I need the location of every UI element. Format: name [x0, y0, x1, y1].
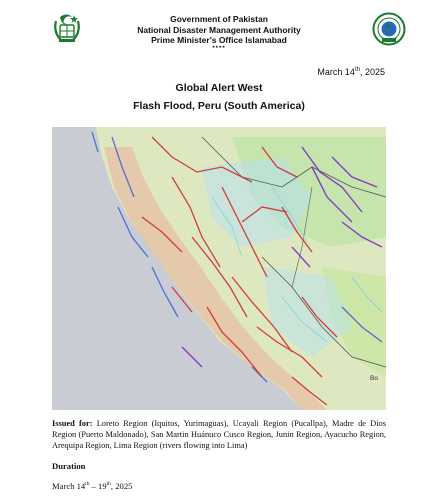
date-text: March 14 — [317, 67, 355, 77]
flood-map — [52, 127, 386, 410]
duration-range — [52, 481, 132, 491]
duration-heading: Duration — [52, 461, 86, 471]
issued-for-paragraph — [52, 418, 386, 451]
date-sup: th — [354, 67, 360, 73]
map-corner-label: Bo — [370, 375, 378, 382]
letterhead-line-1: Government of Pakistan — [170, 14, 268, 24]
letterhead — [0, 14, 438, 53]
duration-start-sup: th — [85, 481, 90, 488]
duration-end-sup: th — [106, 481, 111, 488]
date-suffix: , 2025 — [359, 67, 385, 77]
duration-start: March 14 — [52, 481, 86, 491]
alert-subtitle: Flash Flood, Peru (South America) — [133, 100, 305, 112]
letterhead-line-2: National Disaster Management Authority — [137, 24, 301, 35]
document-date — [317, 67, 385, 77]
issued-for-text: Loreto Region (Iquitos, Yurimaguas), Ucayali Region (Pucallpa), Madre de Dios Region (Puerto Maldonado), San Martin Huánuco Cusco Region, Junin Region, Ayacucho Region, Arequipa Region, Lima Region (rivers flowing into Lima) — [52, 419, 386, 450]
alert-title: Global Alert West — [175, 82, 263, 94]
letterhead-line-3: Prime Minister's Office Islamabad — [151, 35, 287, 45]
duration-dash: – 19 — [89, 481, 107, 491]
letterhead-stars: **** — [212, 45, 226, 52]
issued-for-label: Issued for: — [52, 419, 93, 428]
duration-year: , 2025 — [110, 481, 133, 491]
